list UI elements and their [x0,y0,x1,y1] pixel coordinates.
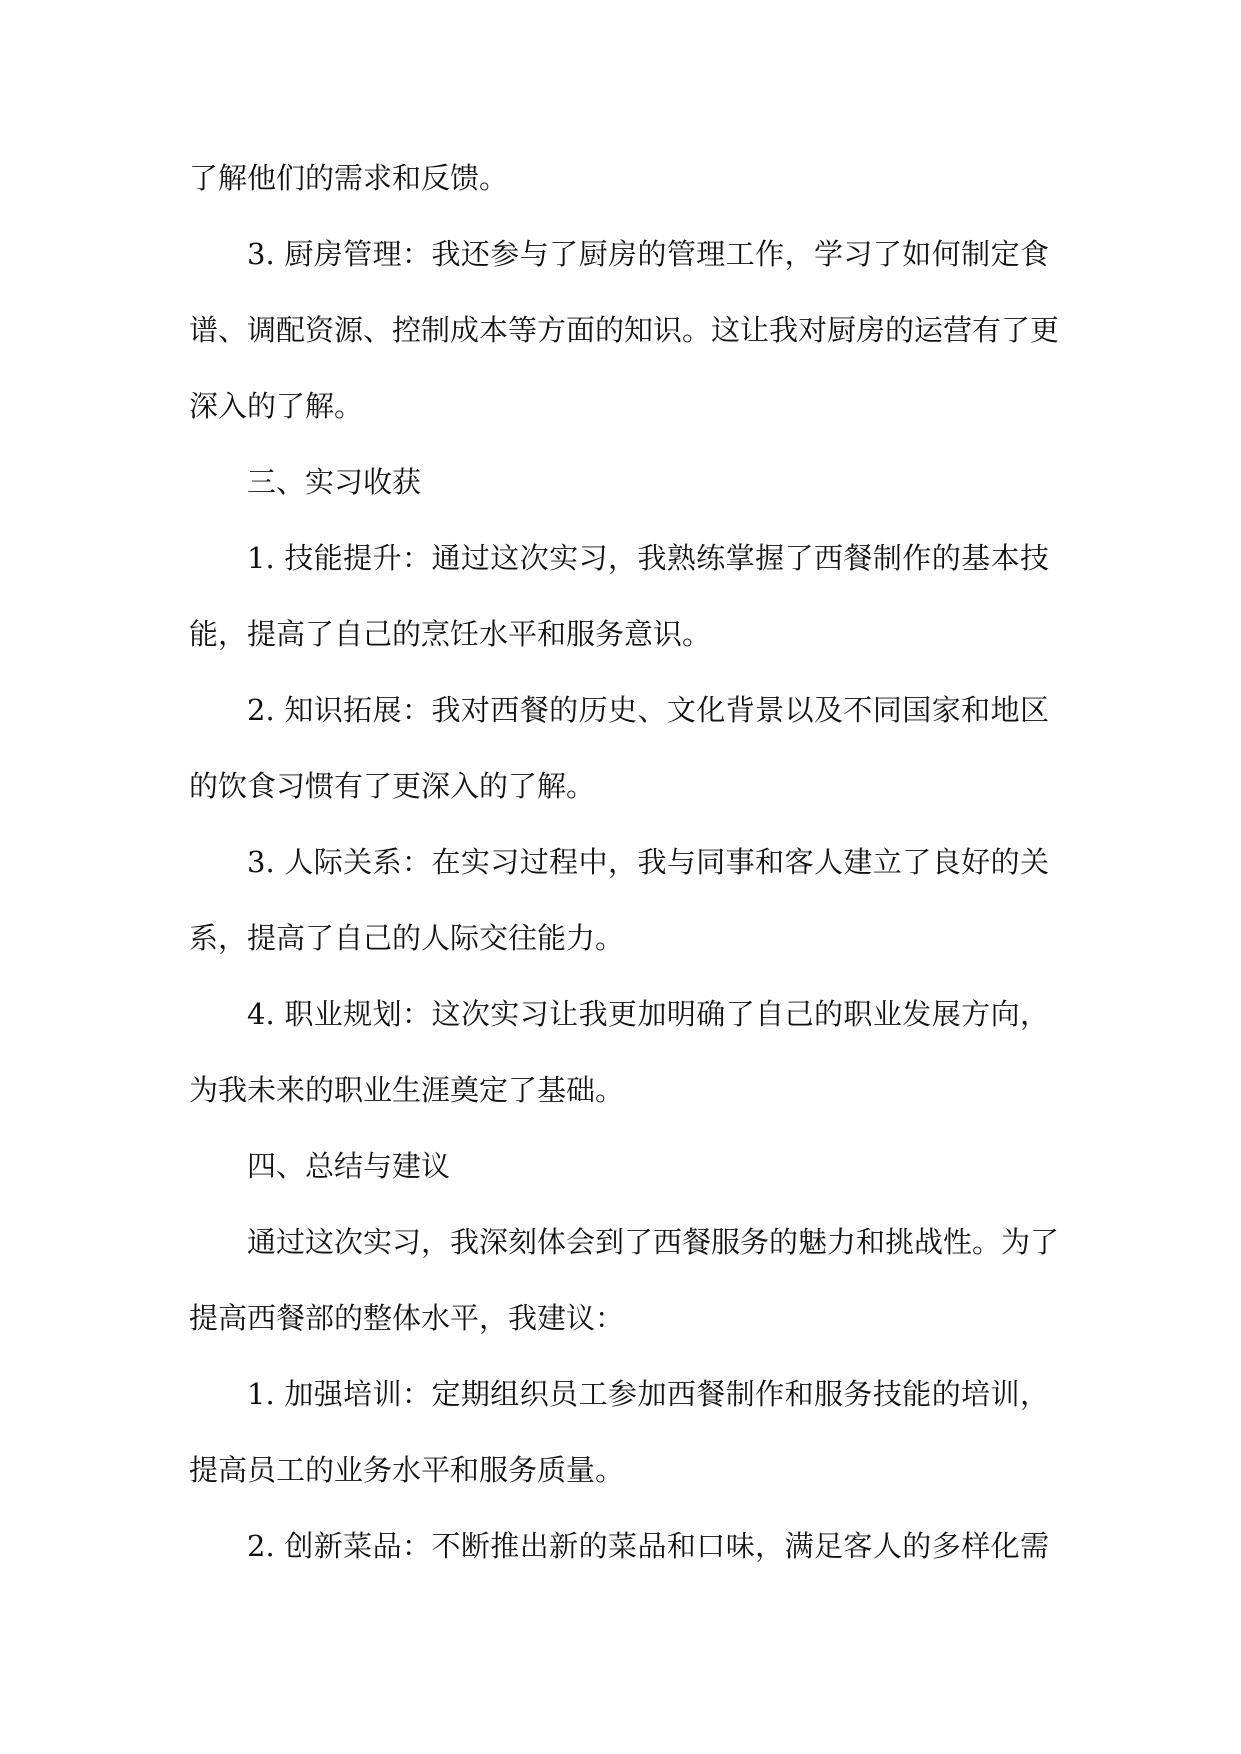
paragraph-line: 2. 知识拓展：我对西餐的历史、文化背景以及不同国家和地区 [247,693,1049,727]
section-heading: 三、实习收获 [247,465,422,499]
paragraph-line: 1. 加强培训：定期组织员工参加西餐制作和服务技能的培训， [247,1377,1049,1411]
paragraph-line: 能，提高了自己的烹饪水平和服务意识。 [189,617,712,651]
paragraph-line: 2. 创新菜品：不断推出新的菜品和口味，满足客人的多样化需 [247,1529,1049,1563]
paragraph-line: 了解他们的需求和反馈。 [189,161,509,195]
paragraph-line: 提高西餐部的整体水平，我建议： [189,1301,625,1335]
paragraph-line: 3. 厨房管理：我还参与了厨房的管理工作，学习了如何制定食 [247,237,1049,271]
paragraph-line: 为我未来的职业生涯奠定了基础。 [189,1073,625,1107]
paragraph-line: 通过这次实习，我深刻体会到了西餐服务的魅力和挑战性。为了 [247,1225,1060,1259]
section-heading: 四、总结与建议 [247,1149,451,1183]
paragraph-line: 深入的了解。 [189,389,364,423]
paragraph-line: 提高员工的业务水平和服务质量。 [189,1453,625,1487]
document-body [189,140,1060,1584]
paragraph-line: 的饮食习惯有了更深入的了解。 [189,769,596,803]
paragraph-line: 3. 人际关系：在实习过程中，我与同事和客人建立了良好的关 [247,845,1049,879]
paragraph-line: 系，提高了自己的人际交往能力。 [189,921,625,955]
paragraph-line: 4. 职业规划：这次实习让我更加明确了自己的职业发展方向， [247,997,1049,1031]
paragraph-line: 1. 技能提升：通过这次实习，我熟练掌握了西餐制作的基本技 [247,541,1049,575]
paragraph-line: 谱、调配资源、控制成本等方面的知识。这让我对厨房的运营有了更 [189,313,1060,347]
